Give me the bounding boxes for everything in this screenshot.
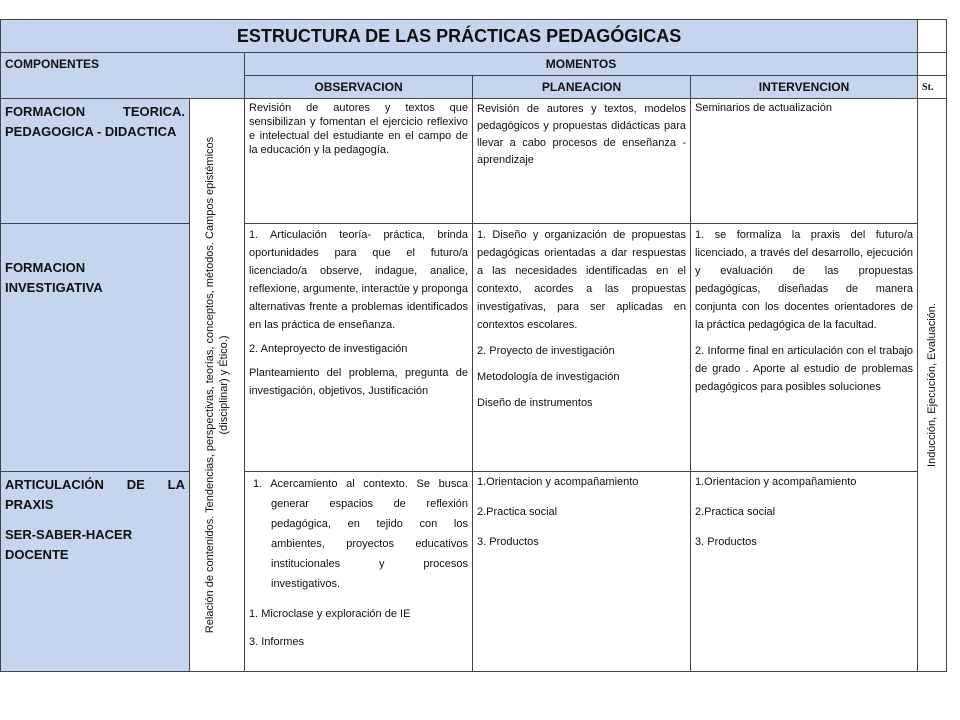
cell-text: 1. Diseño y organización de propuestas pedagógicas orientadas a dar respuestas a las necesidades identificadas en el contexto, acordes a las propuestas investigativas, para ser aplicadas en contextos escolares.	[477, 229, 686, 331]
component-cell-teorica	[1, 99, 190, 224]
cell-observacion-praxis	[245, 472, 473, 672]
cell-text: 3. Productos	[695, 536, 757, 548]
practicas-table	[0, 19, 947, 672]
component-cell-praxis	[1, 472, 190, 672]
cell-text: 1. se formaliza la praxis del futuro/a licenciado, a través del desarrollo, ejecución y evaluación de las propuestas pedagógicas, diseñadas de manera conjunta con los docentes orientadores de la práctica pedagógica de la facultad.	[695, 229, 914, 331]
cell-text: Revisión de autores y textos, modelos pedagógicos y propuestas didácticas para llevar a cabo procesos de enseñanza - aprendizaje	[477, 103, 686, 166]
cell-text: 3. Informes	[249, 636, 305, 648]
row-articulacion-praxis	[1, 472, 947, 672]
cell-text: 2. Anteproyecto de investigación	[249, 343, 408, 355]
component-label: SER-SABER-HACER DOCENTE	[5, 527, 133, 562]
cell-planeacion-investigativa	[473, 224, 691, 472]
cell-text: 1.Orientacion y acompañamiento	[477, 476, 639, 488]
cell-text: Metodología de investigación	[477, 371, 620, 383]
vertical-label-cell-contenidos	[190, 99, 245, 672]
cell-text: Seminarios de actualización	[695, 102, 832, 114]
component-cell-investigativa	[1, 224, 190, 472]
header-side-cell	[918, 53, 947, 76]
cell-text: 2. Informe final en articulación con el trabajo de grado . Aporte al estudio de problemas pedagógicos para posibles soluciones	[695, 345, 914, 393]
vertical-label-cell-fases	[918, 99, 947, 672]
header-intervencion: INTERVENCION	[691, 76, 918, 99]
cell-text: Planteamiento del problema, pregunta de investigación, objetivos, Justificación	[249, 367, 468, 397]
cell-text: 1. Acercamiento al contexto. Se busca generar espacios de reflexión pedagógica, en tejido con los ambientes, proyectos educativos institucionales y procesos investigativos.	[253, 478, 468, 590]
header-st: St.	[918, 76, 947, 99]
cell-text: 1.Orientacion y acompañamiento	[695, 476, 857, 488]
cell-text: 1. Articulación teoría- práctica, brinda oportunidades para que el futuro/a licenciado/a observe, indague, analice, reflexione, argumente, interactúe y proponga alternativas frente a problemas identificados en las práctica de enseñanza.	[249, 229, 468, 331]
header-row-1	[1, 53, 947, 76]
cell-intervencion-teorica	[691, 99, 918, 224]
header-componentes: COMPONENTES	[1, 53, 245, 99]
cell-observacion-investigativa	[245, 224, 473, 472]
vertical-label-contenidos: Relación de contenidos. Tendencias, perspectivas, teorías, conceptos, métodos. Campos epistémicos (disciplinar) y Ético.)	[204, 136, 230, 634]
cell-text: 1. Microclase y exploración de IE	[249, 608, 411, 620]
cell-text: 2.Practica social	[695, 506, 776, 518]
component-label: FORMACION INVESTIGATIVA	[5, 260, 103, 295]
header-planeacion: PLANEACION	[473, 76, 691, 99]
cell-intervencion-praxis	[691, 472, 918, 672]
header-momentos: MOMENTOS	[245, 53, 918, 76]
cell-observacion-teorica	[245, 99, 473, 224]
row-formacion-investigativa	[1, 224, 947, 472]
title-side-cell	[918, 20, 947, 53]
row-formacion-teorica	[1, 99, 947, 224]
page-title: ESTRUCTURA DE LAS PRÁCTICAS PEDAGÓGICAS	[1, 20, 918, 53]
title-row	[1, 20, 947, 53]
document-table-wrapper	[0, 19, 947, 672]
component-label: ARTICULACIÓN DE LA PRAXIS	[5, 477, 185, 512]
cell-planeacion-teorica	[473, 99, 691, 224]
cell-text: 3. Productos	[477, 536, 539, 548]
cell-planeacion-praxis	[473, 472, 691, 672]
component-label: FORMACION TEORICA. PEDAGOGICA - DIDACTICA	[5, 104, 185, 139]
cell-text: Revisión de autores y textos que sensibilizan y fomentan el ejercicio reflexivo e intelectual del estudiante en el campo de la educación y la pedagogía.	[249, 102, 468, 156]
cell-text: 2.Practica social	[477, 506, 558, 518]
cell-text: Diseño de instrumentos	[477, 397, 593, 409]
cell-text: 2. Proyecto de investigación	[477, 345, 615, 357]
vertical-label-fases: Inducción, Ejecución, Evaluación.	[926, 303, 939, 467]
header-observacion: OBSERVACION	[245, 76, 473, 99]
cell-intervencion-investigativa	[691, 224, 918, 472]
